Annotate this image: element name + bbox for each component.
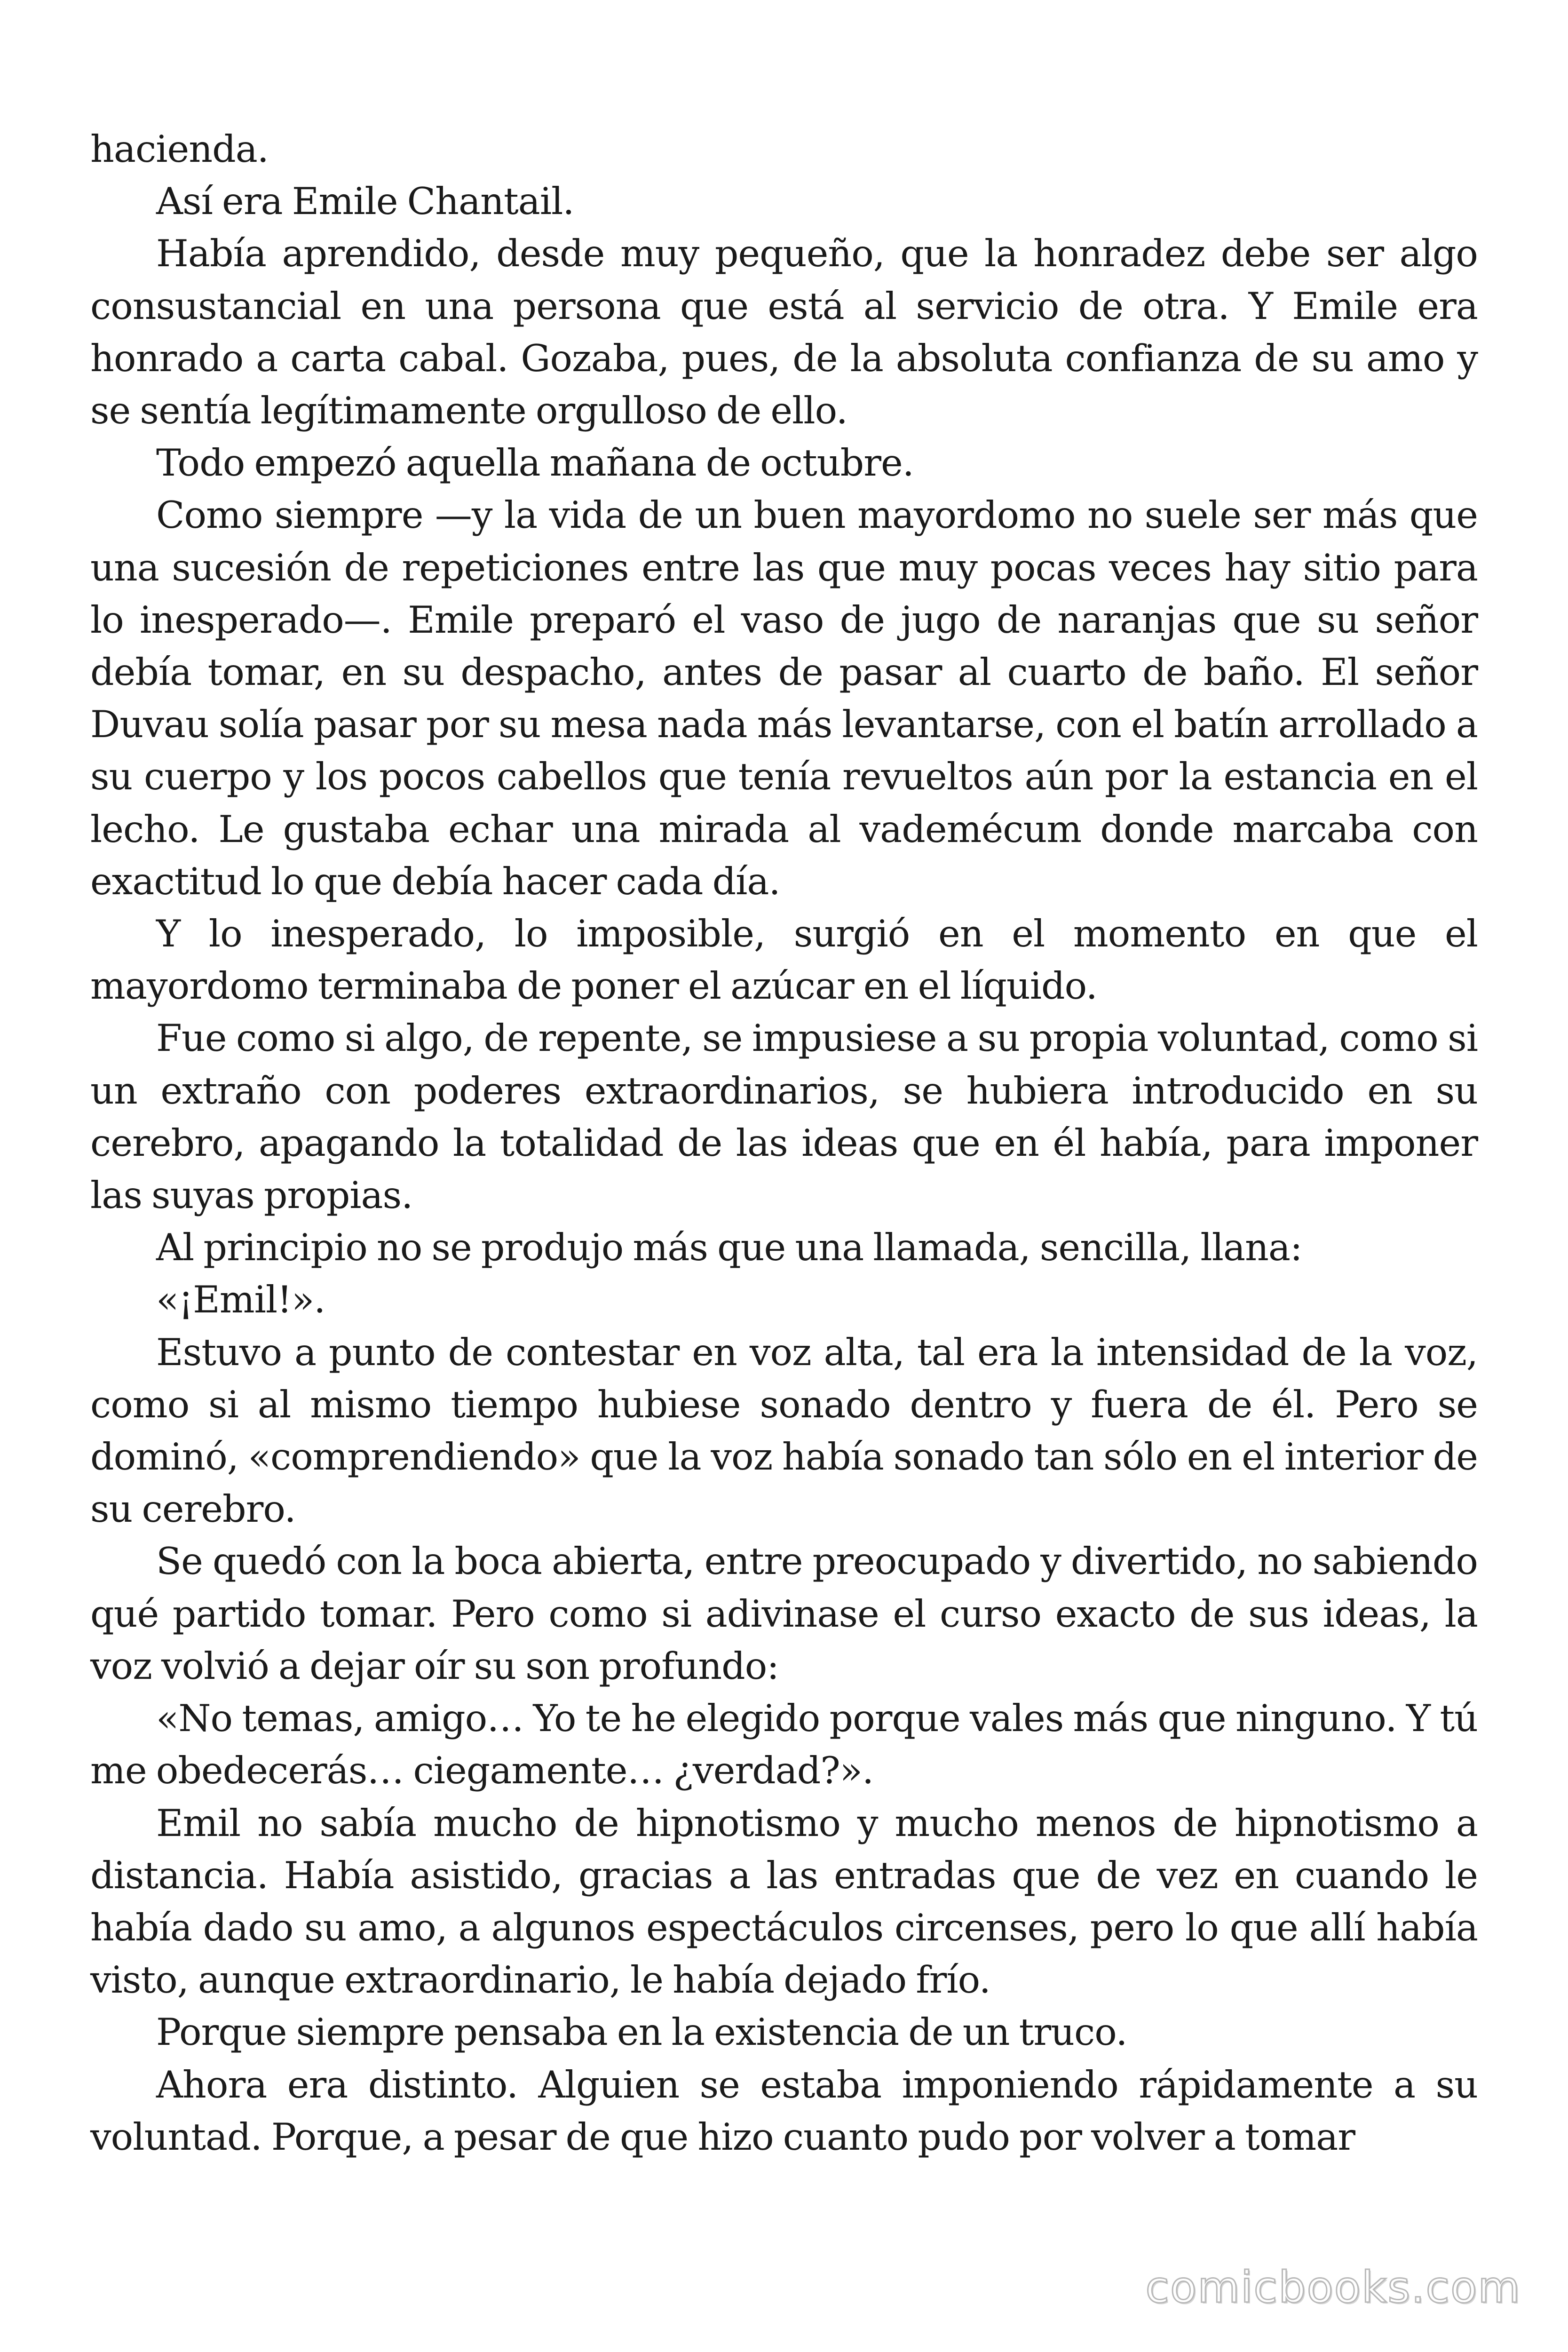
paragraph: Fue como si algo, de repente, se impusiese a su propia voluntad, como si un extraño con poderes extraordinarios, se hubiera introducido en su cerebro, apagando la totalidad de las ideas que en él había, para imponer las suyas propias. [90, 1017, 1478, 1217]
paragraph: Emil no sabía mucho de hipnotismo y mucho menos de hipnotismo a distancia. Había asistido, gracias a las entradas que de vez en cuando le había dado su amo, a algunos espectáculos circenses, pero lo que allí había visto, aunque extraordinario, le había dejado frío. [90, 1801, 1478, 2002]
paragraph: Al principio no se produjo más que una llamada, sencilla, llana: [156, 1226, 1302, 1270]
paragraph: Había aprendido, desde muy pequeño, que la honradez debe ser algo consustancial en una persona que está al servicio de otra. Y Emile era honrado a carta cabal. Gozaba, pues, de la absoluta confianza de su amo y se sentía legítimamente orgulloso de ello. [90, 232, 1478, 433]
paragraph: Así era Emile Chantail. [156, 180, 574, 223]
paragraph: «¡Emil!». [156, 1278, 325, 1322]
paragraph: Ahora era distinto. Alguien se estaba imponiendo rápidamente a su voluntad. Porque, a pesar de que hizo cuanto pudo por volver a tomar [90, 2063, 1478, 2159]
paragraph: Se quedó con la boca abierta, entre preocupado y divertido, no sabiendo qué partido tomar. Pero como si adivinase el curso exacto de sus ideas, la voz volvió a dejar oír su son profundo: [90, 1540, 1478, 1688]
book-page-text [90, 123, 1478, 2163]
paragraph: «No temas, amigo… Yo te he elegido porque vales más que ninguno. Y tú me obedecerás… ciegamente… ¿verdad?». [90, 1697, 1478, 1793]
paragraph: hacienda. [90, 127, 269, 171]
paragraph: Porque siempre pensaba en la existencia de un truco. [156, 2010, 1127, 2054]
paragraph: Como siempre —y la vida de un buen mayordomo no suele ser más que una sucesión de repeticiones entre las que muy pocas veces hay sitio para lo inesperado—. Emile preparó el vaso de jugo de naranjas que su señor debía tomar, en su despacho, antes de pasar al cuarto de baño. El señor Duvau solía pasar por su mesa nada más levantarse, con el batín arrollado a su cuerpo y los pocos cabellos que tenía revueltos aún por la estancia en el lecho. Le gustaba echar una mirada al vademécum donde marcaba con exactitud lo que debía hacer cada día. [90, 493, 1478, 903]
paragraph: Todo empezó aquella mañana de octubre. [156, 441, 914, 485]
watermark: comicbooks.com [1145, 2262, 1521, 2312]
paragraph: Y lo inesperado, lo imposible, surgió en el momento en que el mayordomo terminaba de poner el azúcar en el líquido. [90, 912, 1478, 1008]
paragraph: Estuvo a punto de contestar en voz alta, tal era la intensidad de la voz, como si al mismo tiempo hubiese sonado dentro y fuera de él. Pero se dominó, «comprendiendo» que la voz había sonado tan sólo en el interior de su cerebro. [90, 1330, 1478, 1531]
